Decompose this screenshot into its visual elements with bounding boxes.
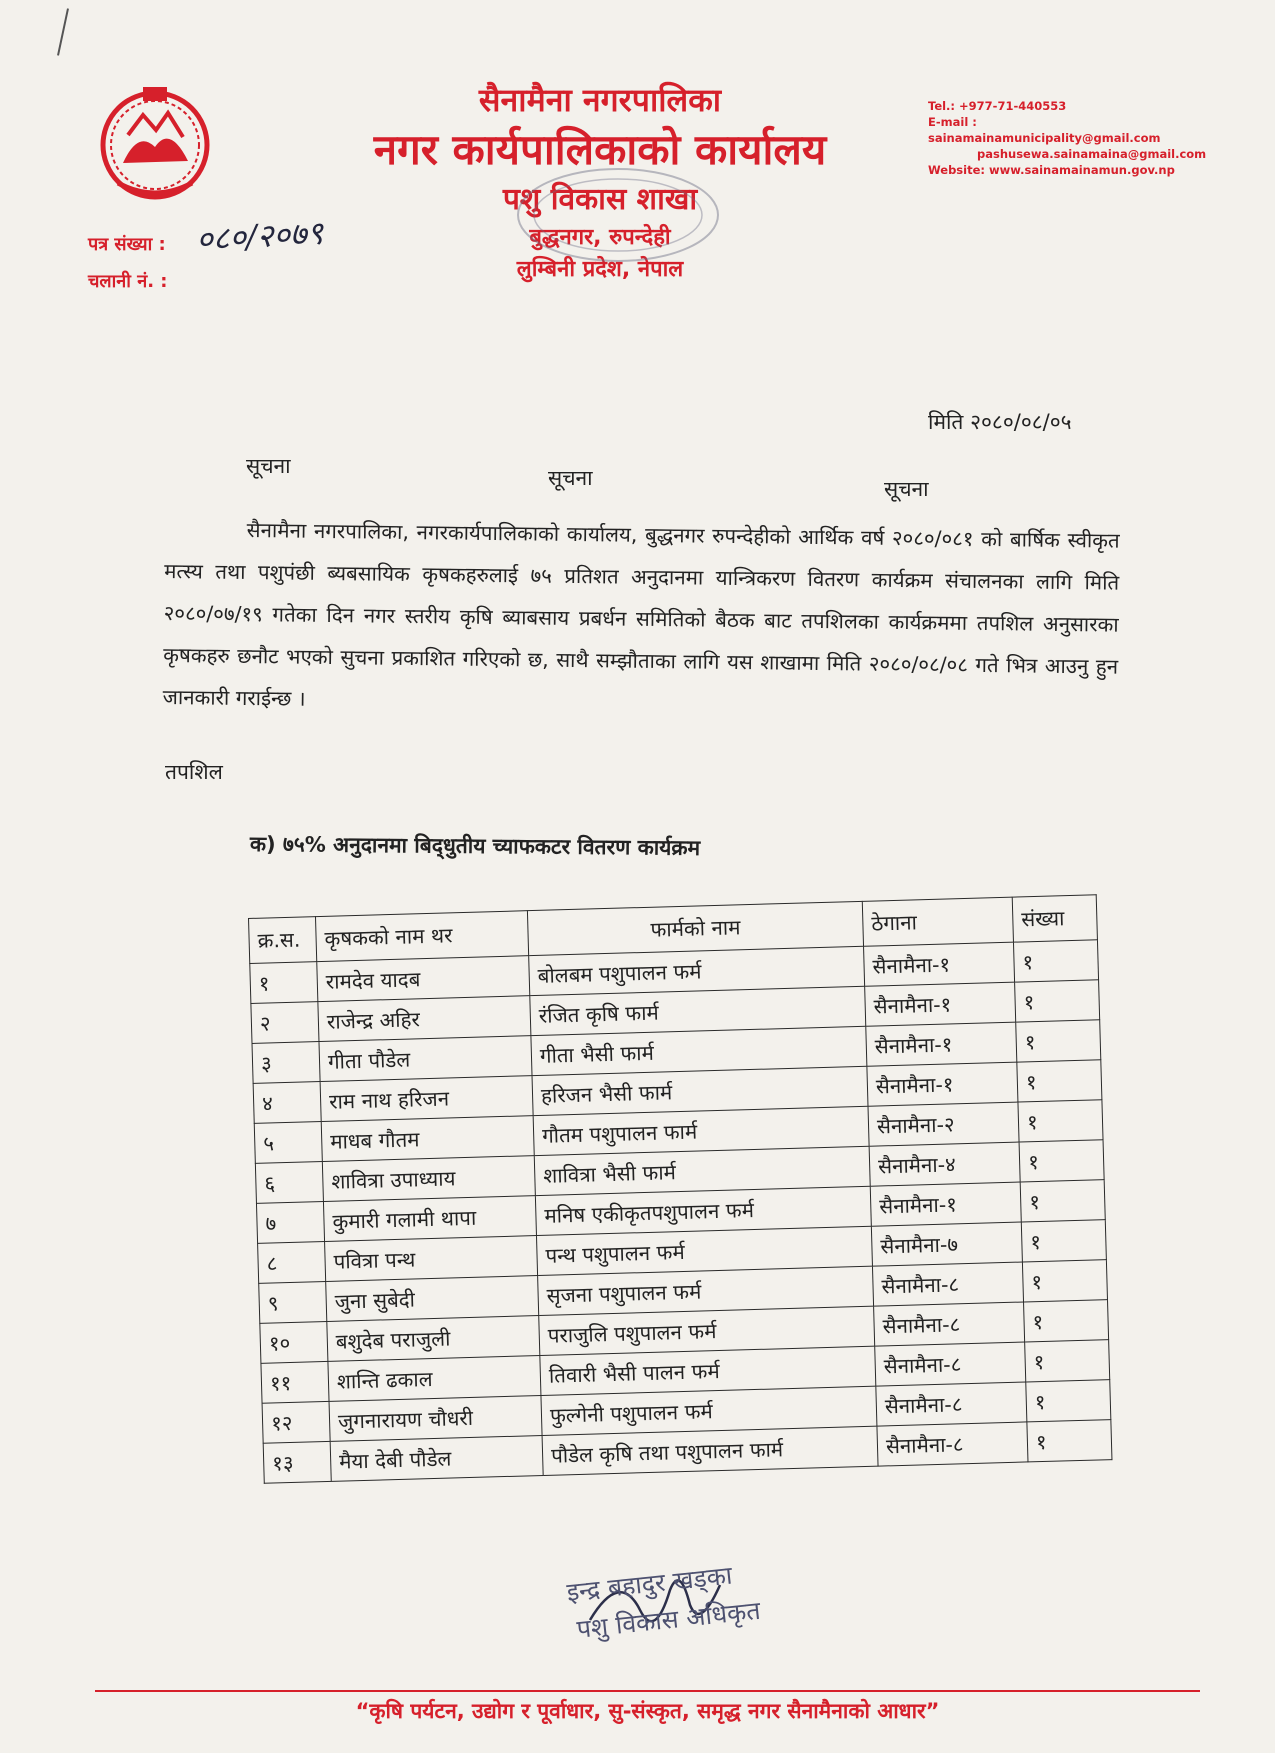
cell-serial: ९ [259, 1281, 327, 1323]
cell-quantity: १ [1021, 1220, 1106, 1262]
telephone: Tel.: +977-71-440553 [928, 99, 1067, 113]
cell-farmer-name: शावित्रा उपाध्याय [322, 1156, 535, 1202]
col-serial: क्र.स. [249, 917, 317, 964]
cell-address: सैनामैना-४ [869, 1142, 1020, 1186]
cell-farm-name: पन्थ पशुपालन फर्म [536, 1226, 872, 1275]
footer-divider [95, 1690, 1200, 1692]
cell-farm-name: पराजुलि पशुपालन फर्म [539, 1306, 875, 1355]
cell-serial: ५ [254, 1122, 322, 1164]
cell-farm-name: मनिष एकीकृतपशुपालन फर्म [535, 1186, 871, 1235]
notice-word-3: सूचना [884, 477, 929, 501]
cell-farm-name: तिवारी भैसी पालन फर्म [540, 1346, 876, 1395]
signatory-name: इन्द्र बहादुर खड्का [565, 1560, 734, 1607]
cell-farmer-name: मैया देबी पौडेल [330, 1435, 543, 1481]
col-quantity: संख्या [1012, 895, 1097, 942]
chalani-label: चलानी नं. : [88, 271, 168, 292]
cell-address: सैनामैना-१ [867, 1062, 1018, 1106]
cell-address: सैनामैना-८ [876, 1382, 1027, 1426]
province-address: लुम्बिनी प्रदेश, नेपाल [516, 257, 684, 282]
cell-farm-name: गीता भैसी फार्म [531, 1026, 867, 1075]
cell-farmer-name: शान्ति ढकाल [328, 1356, 541, 1402]
cell-farmer-name: जुना सुबेदी [326, 1276, 539, 1322]
cell-address: सैनामैना-८ [877, 1422, 1028, 1466]
cell-address: सैनामैना-८ [875, 1342, 1026, 1386]
cell-address: सैनामैना-१ [866, 1022, 1017, 1066]
cell-quantity: १ [1027, 1420, 1112, 1462]
cell-quantity: १ [1026, 1380, 1111, 1422]
cell-farmer-name: राम नाथ हरिजन [320, 1076, 533, 1122]
cell-serial: ३ [252, 1042, 320, 1084]
notice-body: सैनामैना नगरपालिका, नगरकार्यपालिकाको कार्यालय, बुद्धनगर रुपन्देहीको आर्थिक वर्ष २०८०/०८१ को बार्षिक स्वीकृत मत्स्य तथा पशुपंछी ब्यबसायिक कृषकहरुलाई ७५ प्रतिशत अनुदानमा यान्त्रिकरण वितरण कार्यक्रम संचालनका लागि मिति २०८०/०७/१९ गतेका दिन नगर स्तरीय कृषि ब्याबसाय प्रबर्धन समितिको बैठक बाट तपशिलका कार्यक्रममा तपशिल अनुसारका कृषकहरु छनौट भएको सुचना प्रकाशित गरिएको छ, साथै सम्झौताका लागि यस शाखामा मिति २०८०/०८/०८ गते भित्र आउनु हुन जानकारी गराईन्छ । [162, 518, 1120, 711]
municipality-name: सैनामैना नगरपालिका [478, 81, 722, 119]
cell-serial: १ [250, 962, 318, 1004]
office-stamp-icon [508, 160, 728, 270]
section-name: पशु विकास शाखा [502, 182, 698, 217]
cell-serial: ११ [261, 1361, 329, 1403]
cell-quantity: १ [1016, 1020, 1101, 1062]
cell-quantity: १ [1013, 940, 1098, 982]
signatory-title: पशु विकास अधिकृत [575, 1595, 762, 1644]
cell-farm-name: गौतम पशुपालन फार्म [533, 1106, 869, 1155]
patra-sankhya-label: पत्र संख्या : [88, 234, 166, 255]
nepal-emblem-icon [88, 75, 223, 205]
cell-quantity: १ [1015, 980, 1100, 1022]
contact-info [928, 98, 1208, 178]
tapashil-label: तपशिल [165, 760, 223, 784]
website: Website: www.sainamainamun.gov.np [928, 163, 1175, 177]
cell-serial: १२ [262, 1401, 330, 1443]
email-secondary: pashusewa.sainamaina@gmail.com [977, 147, 1207, 161]
cell-farmer-name: बशुदेब पराजुली [327, 1316, 540, 1362]
col-farm-name: फार्मको नाम [527, 901, 863, 955]
cell-farm-name: हरिजन भैसी फार्म [532, 1066, 868, 1115]
cell-farm-name: फुल्गेनी पशुपालन फर्म [541, 1386, 877, 1435]
cell-address: सैनामैना-८ [874, 1302, 1025, 1346]
cell-address: सैनामैना-२ [868, 1102, 1019, 1146]
reference-block [88, 226, 168, 300]
cell-farmer-name: गीता पौडेल [319, 1036, 532, 1082]
cell-serial: ८ [258, 1241, 326, 1283]
cell-farmer-name: जुगनारायण चौधरी [329, 1396, 542, 1442]
cell-serial: ४ [253, 1082, 321, 1124]
cell-farmer-name: राजेन्द्र अहिर [318, 996, 531, 1042]
cell-farm-name: पौडेल कृषि तथा पशुपालन फार्म [542, 1426, 878, 1475]
cell-quantity: १ [1019, 1140, 1104, 1182]
cell-quantity: १ [1025, 1340, 1110, 1382]
cell-address: सैनामैना-१ [870, 1182, 1021, 1226]
cell-farm-name: शावित्रा भैसी फार्म [534, 1146, 870, 1195]
paper-mark [57, 8, 69, 55]
beneficiary-table [248, 894, 1112, 1483]
footer-slogan: “कृषि पर्यटन, उद्योग र पूर्वाधार, सु-संस्कृत, समृद्ध नगर सैनामैनाको आधार” [355, 1699, 940, 1723]
notice-word-1: सूचना [246, 454, 291, 478]
cell-farm-name: सृजना पशुपालन फर्म [538, 1266, 874, 1315]
section-heading: क) ७५% अनुदानमा बिद्‌धुतीय च्याफकटर वितरण कार्यक्रम [249, 831, 701, 860]
cell-address: सैनामैना-१ [864, 942, 1015, 986]
cell-quantity: १ [1024, 1300, 1109, 1342]
office-name: नगर कार्यपालिकाको कार्यालय [373, 125, 827, 174]
col-address: ठेगाना [862, 897, 1013, 946]
email-primary: E-mail : sainamainamunicipality@gmail.com [928, 115, 1161, 145]
cell-address: सैनामैना-७ [871, 1222, 1022, 1266]
cell-serial: ७ [256, 1202, 324, 1244]
cell-farmer-name: पवित्रा पन्थ [325, 1236, 538, 1282]
cell-quantity: १ [1017, 1060, 1102, 1102]
patra-sankhya-value: ०८०/२०७९ [195, 213, 325, 259]
notice-word-2: सूचना [548, 466, 593, 490]
cell-farmer-name: कुमारी गलामी थापा [323, 1196, 536, 1242]
office-address: बुद्धनगर, रुपन्देही [529, 225, 671, 250]
cell-farm-name: रंजित कृषि फार्म [530, 986, 866, 1035]
cell-quantity: १ [1020, 1180, 1105, 1222]
cell-farm-name: बोलबम पशुपालन फर्म [529, 946, 865, 995]
cell-farmer-name: रामदेव यादब [317, 956, 530, 1002]
col-farmer-name: कृषकको नाम थर [315, 911, 528, 962]
cell-serial: ६ [255, 1162, 323, 1204]
cell-quantity: १ [1022, 1260, 1107, 1302]
cell-address: सैनामैना-१ [865, 982, 1016, 1026]
cell-serial: २ [251, 1002, 319, 1044]
cell-address: सैनामैना-८ [872, 1262, 1023, 1306]
cell-farmer-name: माधब गौतम [321, 1116, 534, 1162]
cell-quantity: १ [1018, 1100, 1103, 1142]
document-date: मिति २०८०/०८/०५ [928, 410, 1072, 434]
cell-serial: १० [260, 1321, 328, 1363]
cell-serial: १३ [263, 1441, 331, 1483]
